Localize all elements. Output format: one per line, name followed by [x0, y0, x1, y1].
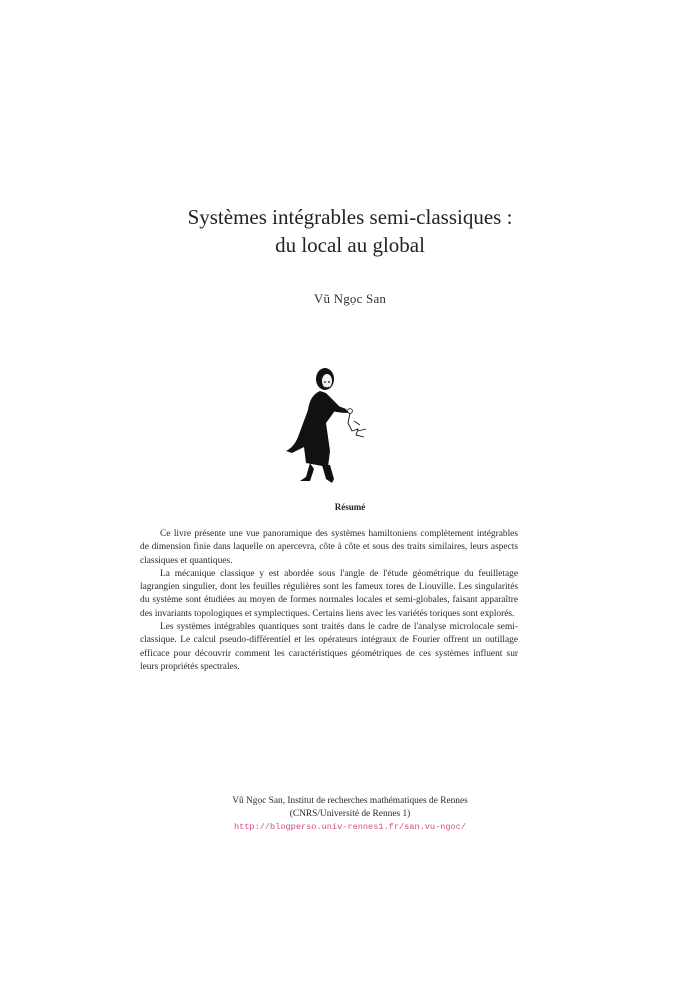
author-affiliation: Vũ Ngọc San, Institut de recherches mathématiques de Rennes	[232, 796, 468, 806]
abstract-body	[140, 528, 518, 674]
author-name: Vũ Ngọc San	[313, 291, 387, 306]
title-line-1: Systèmes intégrables semi-classiques :	[187, 205, 513, 229]
institution: (CNRS/Université de Rennes 1)	[289, 809, 411, 819]
homepage-link[interactable]: http://blogperso.univ-rennes1.fr/san.vu-ngoc/	[233, 822, 467, 832]
title-line-2: du local au global	[275, 233, 425, 257]
abstract-paragraph: Les systèmes intégrables quantiques sont traités dans le cadre de l'analyse microlocale semi-classique. Le calcul pseudo-différentiel et les opérateurs intégraux de Fourier offrent un outillage efficace pour découvrir comment les caractéristiques géométriques de ces systèmes influent sur leurs propriétés spectrales.	[140, 622, 518, 672]
abstract-paragraph: Ce livre présente une vue panoramique des systèmes hamiltoniens complètement intégrables de dimension finie dans laquelle on apercevra, côte à côte et sous des traits similaires, leurs aspects classiques et quantiques.	[140, 529, 518, 566]
abstract-heading: Résumé	[334, 502, 366, 512]
cover-illustration	[270, 365, 380, 490]
abstract-paragraph: La mécanique classique y est abordée sous l'angle de l'étude géométrique du feuilletage lagrangien singulier, dont les feuilles régulières sont les fameux tores de Liouville. Les singularités du système sont étudiées au moyen de formes normales locales et semi-globales, faisant apparaître des invariants topologiques et symplectiques. Certains liens avec les variétés toriques sont explorés.	[140, 568, 518, 619]
page-title	[0, 203, 700, 259]
author-affiliation-block	[0, 795, 700, 834]
